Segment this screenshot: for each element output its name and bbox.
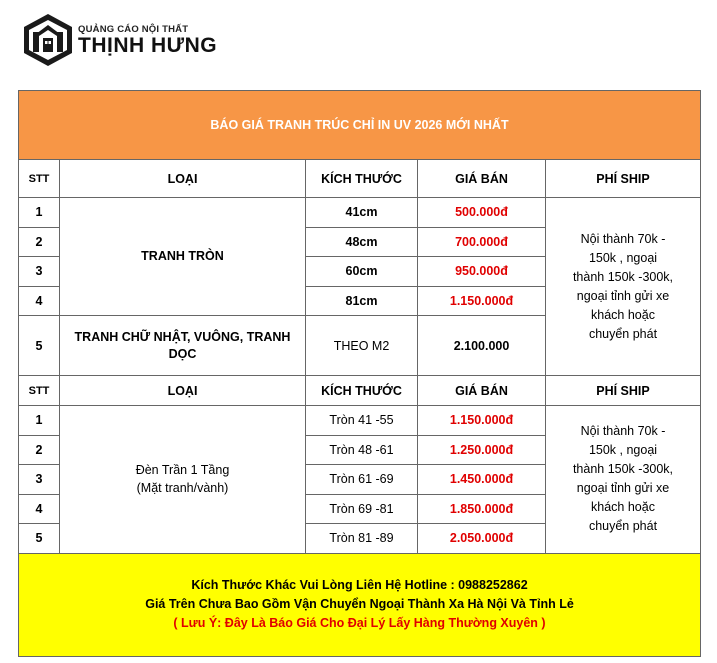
header-type: LOẠI — [60, 160, 306, 198]
row-price: 700.000đ — [418, 227, 546, 257]
row-price: 2.100.000 — [418, 316, 546, 376]
hotline-text: Kích Thước Khác Vui Lòng Liên Hệ Hotline : 0988252862 — [191, 578, 528, 592]
row-price: 950.000đ — [418, 257, 546, 287]
dealer-note: ( Lưu Ý: Đây Là Báo Giá Cho Đại Lý Lấy Hàng Thường Xuyên ) — [173, 616, 546, 630]
header-size: KÍCH THƯỚC — [306, 376, 418, 406]
ship-line: thành 150k -300k, — [572, 462, 674, 477]
header-price: GIÁ BÁN — [418, 376, 546, 406]
page-title: BÁO GIÁ TRANH TRÚC CHỈ IN UV 2026 MỚI NHẤT — [19, 91, 701, 160]
ship-line: chuyển phát — [588, 519, 658, 534]
type-ceiling-light — [60, 406, 306, 554]
brand-subtitle: QUẢNG CÁO NỘI THẤT — [78, 23, 189, 35]
row-size: 41cm — [306, 198, 418, 228]
ship-line: chuyển phát — [588, 326, 658, 341]
ship-line: thành 150k -300k, — [572, 269, 674, 284]
row-size: THEO M2 — [306, 316, 418, 376]
table-header — [19, 160, 701, 198]
header-stt: STT — [19, 376, 60, 406]
row-stt: 3 — [19, 257, 60, 287]
title-row — [19, 91, 701, 160]
row-size: 60cm — [306, 257, 418, 287]
ship-line: Nội thành 70k - — [580, 231, 666, 246]
row-stt: 1 — [19, 406, 60, 436]
footer-note — [19, 553, 701, 656]
row-price: 1.850.000đ — [418, 494, 546, 524]
row-size: Tròn 48 -61 — [306, 435, 418, 465]
ship-line: ngoại tỉnh gửi xe — [576, 288, 670, 303]
row-size: Tròn 61 -69 — [306, 465, 418, 495]
ship-note — [546, 198, 701, 376]
ship-line: 150k , ngoại — [588, 443, 658, 458]
row-price: 1.150.000đ — [418, 406, 546, 436]
table-header — [19, 376, 701, 406]
type-line: Đèn Trần 1 Tầng — [135, 463, 230, 478]
header-ship: PHÍ SHIP — [546, 376, 701, 406]
table-row — [19, 198, 701, 228]
house-logo-icon — [22, 12, 74, 68]
header-size: KÍCH THƯỚC — [306, 160, 418, 198]
row-price: 500.000đ — [418, 198, 546, 228]
header-ship: PHÍ SHIP — [546, 160, 701, 198]
row-stt: 2 — [19, 435, 60, 465]
price-table — [18, 90, 701, 657]
row-size: Tròn 81 -89 — [306, 524, 418, 554]
footer-row — [19, 553, 701, 656]
header-stt: STT — [19, 160, 60, 198]
row-price: 1.450.000đ — [418, 465, 546, 495]
row-price: 1.150.000đ — [418, 286, 546, 316]
header-price: GIÁ BÁN — [418, 160, 546, 198]
ship-line: Nội thành 70k - — [580, 424, 666, 439]
row-size: Tròn 69 -81 — [306, 494, 418, 524]
brand-name: THỊNH HƯNG — [78, 33, 218, 57]
header-type: LOẠI — [60, 376, 306, 406]
table-row — [19, 406, 701, 436]
row-price: 2.050.000đ — [418, 524, 546, 554]
row-size: 81cm — [306, 286, 418, 316]
row-size: 48cm — [306, 227, 418, 257]
ship-line: ngoại tỉnh gửi xe — [576, 481, 670, 496]
ship-line: khách hoặc — [591, 307, 655, 322]
type-rect: TRANH CHỮ NHẬT, VUÔNG, TRANH DỌC — [60, 316, 306, 376]
shipping-disclaimer: Giá Trên Chưa Bao Gồm Vận Chuyển Ngoại Thành Xa Hà Nội Và Tỉnh Lẻ — [145, 597, 574, 611]
ship-line: 150k , ngoại — [588, 250, 658, 265]
row-price: 1.250.000đ — [418, 435, 546, 465]
ship-line: khách hoặc — [591, 500, 655, 515]
row-stt: 3 — [19, 465, 60, 495]
row-size: Tròn 41 -55 — [306, 406, 418, 436]
row-stt: 5 — [19, 524, 60, 554]
type-line: (Mặt tranh/vành) — [136, 481, 229, 496]
brand-logo — [22, 12, 217, 68]
row-stt: 5 — [19, 316, 60, 376]
ship-note — [546, 406, 701, 554]
type-round: TRANH TRÒN — [60, 198, 306, 316]
row-stt: 4 — [19, 286, 60, 316]
row-stt: 4 — [19, 494, 60, 524]
row-stt: 1 — [19, 198, 60, 228]
row-stt: 2 — [19, 227, 60, 257]
